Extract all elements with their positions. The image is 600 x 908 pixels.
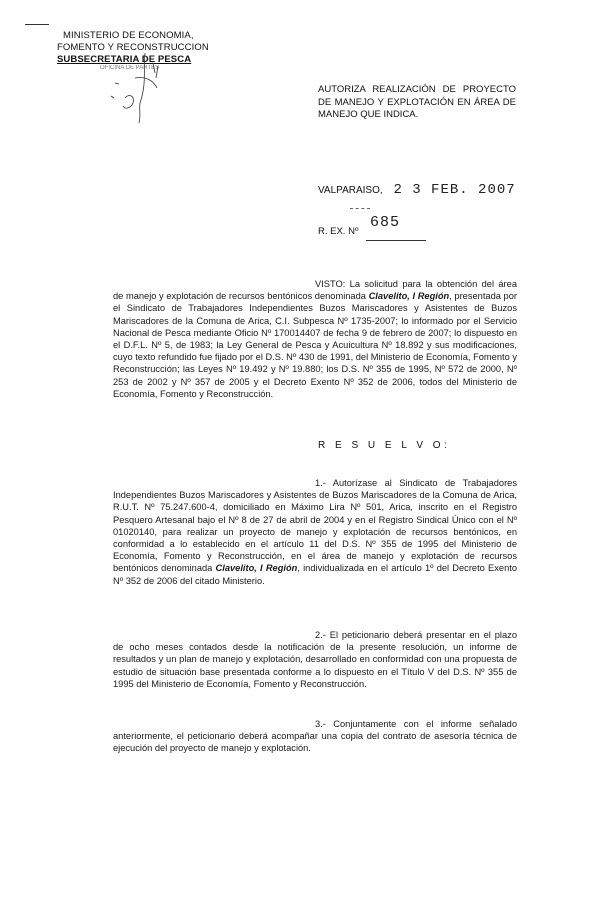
resuelvo-title: R E S U E L V O: <box>318 440 451 451</box>
visto-paragraph <box>113 278 517 400</box>
reference-text: AUTORIZA REALIZACIÓN DE PROYECTO DE MANEJO Y EXPLOTACIÓN EN ÁREA DE MANEJO QUE INDICA. <box>318 84 516 121</box>
reference-block <box>318 84 516 122</box>
place-date <box>318 182 538 198</box>
visto-text-1: VISTO: La solicitud para la obtención del área de manejo y explotación de recursos bentónicos denominada <box>113 279 517 302</box>
date-stamp: 2 3 FEB. 2007 <box>393 182 516 198</box>
resolution-number-row <box>318 214 458 237</box>
visto-text-2: , presentada por el Sindicato de Trabajadores Independientes Buzos Mariscadores y Asistentes de Buzos Mariscadores de la Comuna de Arica, C.I. Subpesca Nº 1735-2007; lo informado por el Servicio Nacional de Pesca mediante Oficio Nº 170014407 de fecha 9 de febrero de 2007; lo dispuesto en el D.F.L. Nº 5, de 1983; la Ley General de Pesca y Acuicultura Nº 18.892 y sus modificaciones, cuyo texto refundido fue fijado por el D.S. Nº 430 de 1991, del Ministerio de Economía, Fomento y Reconstrucción; las Leyes Nº 19.492 y Nº 19.880; los D.S. Nº 355 de 1995, Nº 572 de 2000, Nº 253 de 2002 y Nº 357 de 2005 y el Decreto Exento Nº 352 de 2006, todos del Ministerio de Economía, Fomento y Reconstrucción. <box>113 291 517 399</box>
point-1-area-name: Clavelito, I Región <box>215 563 298 574</box>
point-3-paragraph: 3.- Conjuntamente con el informe señalado anteriormente, el peticionario deberá acompañar una copia del contrato de asesoría técnica de ejecución del proyecto de manejo y explotación. <box>113 719 517 754</box>
visto-area-name: Clavelito, I Región <box>368 291 450 302</box>
resolution-number: 685 <box>370 214 401 231</box>
header-signature-scribble <box>95 48 175 128</box>
ministry-line-2: FOMENTO Y RECONSTRUCCION <box>57 42 209 53</box>
point-1-paragraph <box>113 477 517 587</box>
point-1-text-2: , individualizada en el artículo 1º del Decreto Exento Nº 352 de 2006 del citado Ministerio. <box>113 563 517 586</box>
subsecretaria-title: SUBSECRETARIA DE PESCA <box>57 54 192 65</box>
resolution-underline <box>366 240 426 241</box>
ministry-line-1: MINISTERIO DE ECONOMIA, <box>63 30 194 41</box>
place-label: VALPARAISO, <box>318 185 383 196</box>
point-1-text-1: 1.- Autorízase al Sindicato de Trabajadores Independientes Buzos Mariscadores y Asistentes de Buzos Mariscadores de la Comuna de Arica, R.U.T. Nº 75.247.600-4, domiciliado en Máximo Lira Nº 501, Arica, inscrito en el Registro Pesquero Artesanal bajo el Nº 8 de 27 de abril de 2004 y en el Registro Sindical Único con el Nº 01020140, para realizar un proyecto de manejo y explotación de recursos bentónicos, en conformidad a lo establecido en el artículo 11 del D.S. Nº 355 de 1995 del Ministerio de Economía, Fomento y Reconstrucción, en el área de manejo y explotación de recursos bentónicos denominada <box>113 478 517 574</box>
office-stamp: OFICINA DE PARTES <box>100 65 160 71</box>
point-2-paragraph: 2.- El peticionario deberá presentar en el plazo de ocho meses contados desde la notificación de la presente resolución, un informe de resultados y un plan de manejo y explotación, desarrollado en conformidad con una propuesta de estudio de situación base presentada conforme a lo dispuesto en el Título V del D.S. Nº 355 de 1995 del Ministerio de Economía, Fomento y Reconstrucción. <box>113 630 517 689</box>
resolution-label: R. EX. Nº <box>318 226 359 237</box>
resolution-dashes <box>350 208 370 209</box>
corner-mark <box>25 24 49 25</box>
